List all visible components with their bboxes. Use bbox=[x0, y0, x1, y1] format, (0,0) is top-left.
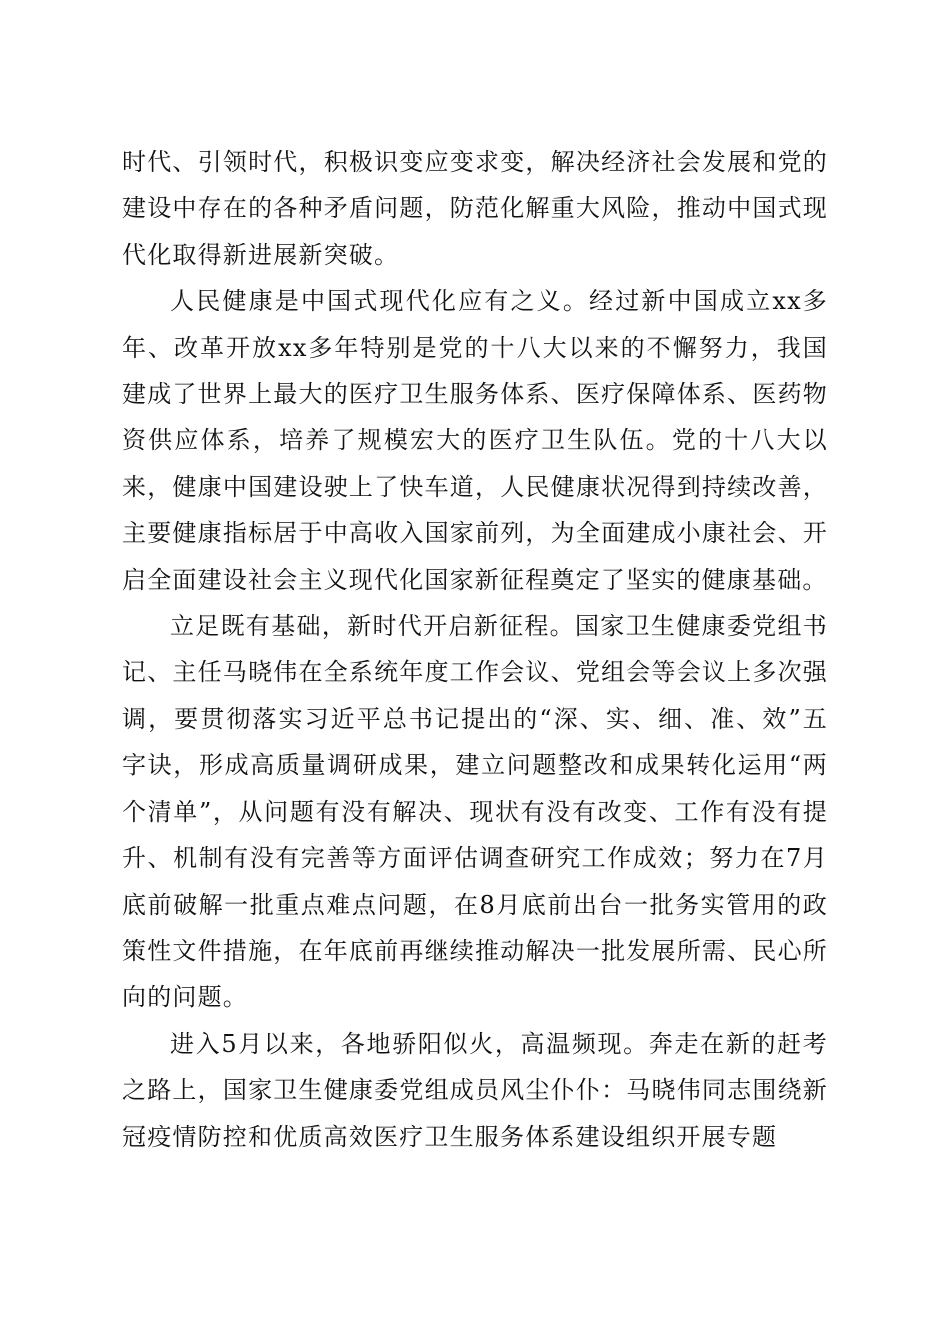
paragraph-new-journey: 立足既有基础，新时代开启新征程。国家卫生健康委党组书记、主任马晓伟在全系统年度工作会议、党组会等会议上多次强调，要贯彻落实习近平总书记提出的“深、实、细、准、效”五字诀，形成高质量调研成果，建立问题整改和成果转化运用“两个清单”，从问题有没有解决、现状有没有改变、工作有没有提升、机制有没有完善等方面评估调查研究工作成效；努力在7月底前破解一批重点难点问题，在8月底前出台一批务实管用的政策性文件措施，在年底前再继续推动解决一批发展所需、民心所向的问题。 bbox=[122, 612, 828, 1012]
paragraph-people-health: 人民健康是中国式现代化应有之义。经过新中国成立xx多年、改革开放xx多年特别是党的十八大以来的不懈努力，我国建成了世界上最大的医疗卫生服务体系、医疗保障体系、医药物资供应体系，培养了规模宏大的医疗卫生队伍。党的十八大以来，健康中国建设驶上了快车道，人民健康状况得到持续改善，主要健康指标居于中高收入国家前列，为全面建成小康社会、开启全面建设社会主义现代化国家新征程奠定了坚实的健康基础。 bbox=[122, 287, 828, 594]
paragraph-continuation: 时代、引领时代，积极识变应变求变，解决经济社会发展和党的建设中存在的各种矛盾问题，防范化解重大风险，推动中国式现代化取得新进展新突破。 bbox=[122, 148, 828, 269]
paragraph-since-may: 进入5月以来，各地骄阳似火，高温频现。奔走在新的赶考之路上，国家卫生健康委党组成员风尘仆仆：马晓伟同志围绕新冠疫情防控和优质高效医疗卫生服务体系建设组织开展专题 bbox=[122, 1029, 828, 1151]
document-body bbox=[122, 139, 828, 1160]
